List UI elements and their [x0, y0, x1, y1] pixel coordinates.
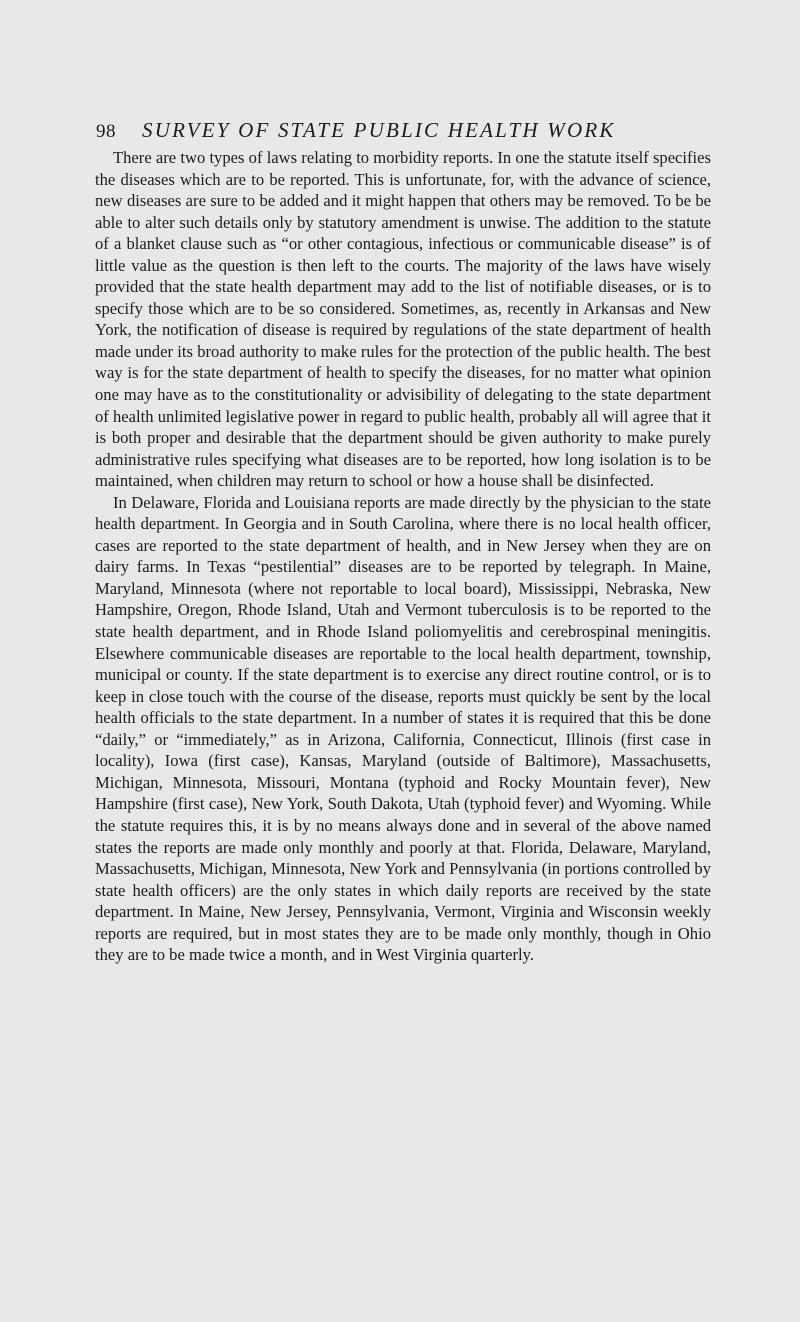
page-number: 98: [96, 121, 116, 142]
paragraph-morbidity-laws: There are two types of laws relating to morbidity reports. In one the statute itself specifies the diseases which are to be reported. This is unfortunate, for, with the advance of science, new diseases are sure to be added and it might happen that others may be removed. To be be able to alter such details only by statutory amendment is unwise. The addition to the statute of a blanket clause such as “or other contagious, infectious or communicable disease” is of little value as the question is then left to the courts. The majority of the laws have wisely provided that the state health department may add to the list of notifiable diseases, or is to specify those which are to be so considered. Sometimes, as, recently in Arkansas and New York, the notification of disease is required by regulations of the state department of health made under its broad authority to make rules for the protection of the public health. The best way is for the state department of health to specify the diseases, for no matter what opinion one may have as to the constitutionality or advisibility of delegating to the state department of health unlimited legislative power in regard to public health, probably all will agree that it is both proper and desirable that the department should be given authority to make purely administrative rules specifying what diseases are to be reported, how long isolation is to be maintained, when children may return to school or how a house shall be disinfected.: [95, 148, 711, 491]
page-header: [96, 118, 756, 148]
paragraph-reporting-by-state: In Delaware, Florida and Louisiana reports are made directly by the physician to the state health department. In Georgia and in South Carolina, where there is no local health officer, cases are reported to the state department of health, and in New Jersey when they are on dairy farms. In Texas “pestilential” diseases are to be reported by telegraph. In Maine, Maryland, Minnesota (where not reportable to local board), Mississippi, Nebraska, New Hampshire, Oregon, Rhode Island, Utah and Vermont tuberculosis is to be reported to the state health department, and in Rhode Island poliomyelitis and cerebrospinal meningitis. Elsewhere communicable diseases are reportable to the local health department, township, municipal or county. If the state department is to exercise any direct routine control, or is to keep in close touch with the course of the disease, reports must quickly be sent by the local health officials to the state department. In a number of states it is required that this be done “daily,” or “immediately,” as in Arizona, California, Connecticut, Illinois (first case in locality), Iowa (first case), Kansas, Maryland (outside of Baltimore), Massachusetts, Michigan, Minnesota, Missouri, Montana (typhoid and Rocky Mountain fever), New Hampshire (first case), New York, South Dakota, Utah (typhoid fever) and Wyoming. While the statute requires this, it is by no means always done and in several of the above named states the reports are made only monthly and poorly at that. Florida, Delaware, Maryland, Massachusetts, Michigan, Minnesota, New York and Pennsylvania (in portions controlled by state health officers) are the only states in which daily reports are received by the state department. In Maine, New Jersey, Pennsylvania, Vermont, Virginia and Wisconsin weekly reports are required, but in most states they are to be made only monthly, though in Ohio they are to be made twice a month, and in West Virginia quarterly.: [95, 492, 711, 965]
running-head: SURVEY OF STATE PUBLIC HEALTH WORK: [142, 118, 616, 142]
body-text: [95, 147, 711, 966]
